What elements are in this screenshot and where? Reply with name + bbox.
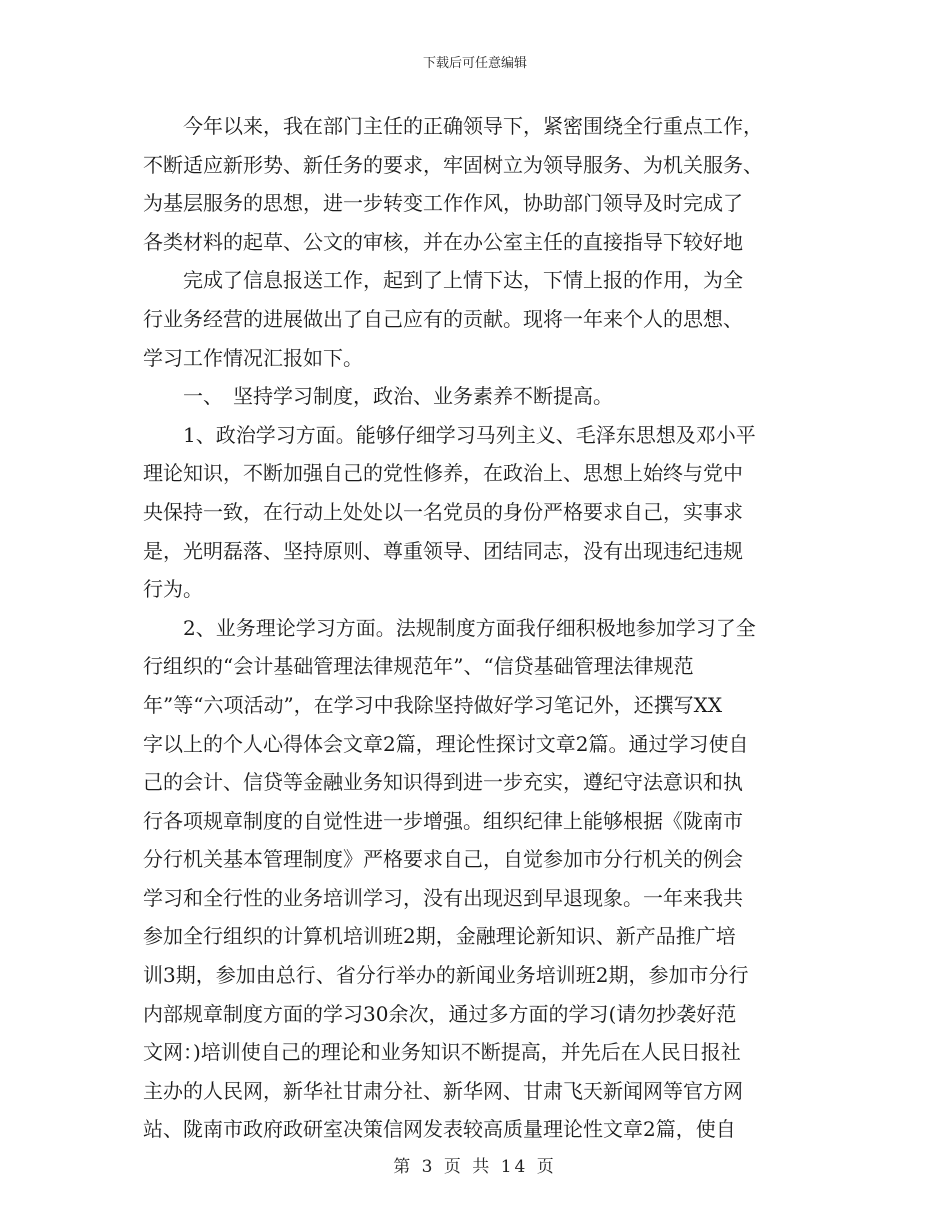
text-line: 各类材料的起草、公文的审核，并在办公室主任的直接指导下较好地 (143, 229, 743, 254)
page-number: 第 3 页 共 14 页 (393, 1157, 557, 1177)
text-line: 为基层服务的思想，进一步转变工作作风，协助部门领导及时完成了 (143, 191, 743, 216)
text-line: 年”等“六项活动”，在学习中我除坚持做好学习笔记外，还撰写XX (143, 692, 723, 717)
text-line: 完成了信息报送工作，起到了上情下达，下情上报的作用，为全 (143, 268, 743, 293)
text-line: 行各项规章制度的自觉性进一步增强。组织纪律上能够根据《陇南市 (143, 808, 743, 833)
text-line: 今年以来，我在部门主任的正确领导下，紧密围绕全行重点工作， (143, 114, 763, 138)
text-line: 参加全行组织的计算机培训班2期，金融理论新知识、新产品推广培 (143, 924, 736, 949)
text-line: 行业务经营的进展做出了自己应有的贡献。现将一年来个人的思想、 (143, 306, 743, 331)
text-line: 是，光明磊落、坚持原则、尊重领导、团结同志，没有出现违纪违规 (143, 538, 743, 563)
text-line: 主办的人民网，新华社甘肃分社、新华网、甘肃飞天新闻网等官方网 (143, 1078, 743, 1103)
text-line: 不断适应新形势、新任务的要求，牢固树立为领导服务、为机关服务、 (143, 152, 763, 177)
text-line: 分行机关基本管理制度》严格要求自己，自觉参加市分行机关的例会 (143, 847, 743, 872)
text-line: 己的会计、信贷等金融业务知识得到进一步充实，遵纪守法意识和执 (143, 770, 743, 795)
document-body (143, 107, 808, 1149)
text-line: 内部规章制度方面的学习30余次，通过多方面的学习(请勿抄袭好范 (143, 1001, 737, 1026)
text-line: 2、业务理论学习方面。法规制度方面我仔细积极地参加学习了全 (143, 615, 756, 640)
text-line: 学习工作情况汇报如下。 (143, 345, 363, 370)
text-line: 文网：)培训使自己的理论和业务知识不断提高，并先后在人民日报社 (143, 1040, 741, 1065)
text-line: 1、政治学习方面。能够仔细学习马列主义、毛泽东思想及邓小平 (143, 422, 756, 447)
text-line: 央保持一致，在行动上处处以一名党员的身份严格要求自己，实事求 (143, 499, 743, 524)
text-line: 站、陇南市政府政研室决策信网发表较高质量理论性文章2篇，使自 (143, 1117, 736, 1142)
text-line: 字以上的个人心得体会文章2篇，理论性探讨文章2篇。通过学习使自 (143, 731, 749, 756)
text-line: 行组织的“会计基础管理法律规范年”、“信贷基础管理法律规范 (143, 654, 694, 679)
section-heading: 一、 坚持学习制度，政治、业务素养不断提高。 (143, 384, 613, 409)
text-line: 训3期，参加由总行、省分行举办的新闻业务培训班2期，参加市分行 (143, 963, 749, 988)
text-line: 理论知识，不断加强自己的党性修养，在政治上、思想上始终与党中 (143, 461, 743, 486)
text-line: 行为。 (143, 577, 203, 602)
page-header-note: 下载后可任意编辑 (422, 56, 527, 71)
text-line: 学习和全行性的业务培训学习，没有出现迟到早退现象。一年来我共 (143, 885, 743, 910)
